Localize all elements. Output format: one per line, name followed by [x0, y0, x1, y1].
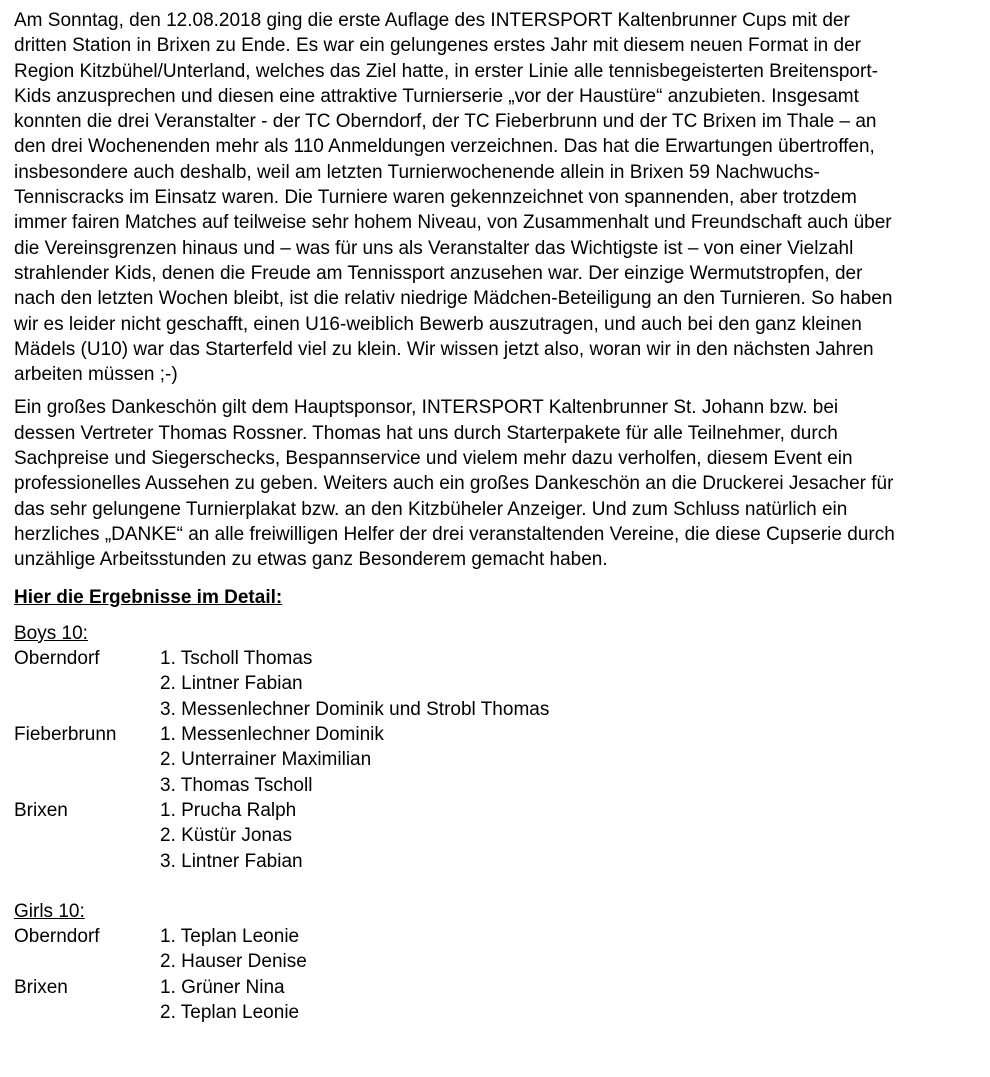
placement: 1. Prucha Ralph [160, 799, 297, 821]
placement: 1. Grüner Nina [160, 976, 285, 998]
club-name [14, 823, 160, 848]
club-name: Fieberbrunn [14, 724, 117, 746]
placement: 3. Lintner Fabian [160, 850, 303, 872]
placement: 2. Küstür Jonas [160, 825, 293, 847]
category-boys-10 [14, 621, 976, 874]
results-heading: Hier die Ergebnisse im Detail: [14, 586, 283, 608]
category-girls-10 [14, 899, 976, 1025]
club-name: Oberndorf [14, 648, 100, 670]
result-row [14, 975, 976, 1000]
category-title: Girls 10: [14, 900, 85, 922]
placement: 3. Messenlechner Dominik und Strobl Thomas [160, 698, 550, 720]
club-name [14, 773, 160, 798]
result-row [14, 949, 976, 974]
placement: 3. Thomas Tscholl [160, 774, 313, 796]
result-row [14, 646, 976, 671]
result-row [14, 849, 976, 874]
club-name: Brixen [14, 976, 68, 998]
placement: 2. Hauser Denise [160, 951, 307, 973]
club-name [14, 849, 160, 874]
club-name: Oberndorf [14, 926, 100, 948]
club-name [14, 697, 160, 722]
placement: 1. Tscholl Thomas [160, 648, 313, 670]
placement: 1. Teplan Leonie [160, 926, 300, 948]
category-title: Boys 10: [14, 622, 88, 644]
result-row [14, 823, 976, 848]
thanks-paragraph: Ein großes Dankeschön gilt dem Hauptsponsor, INTERSPORT Kaltenbrunner St. Johann bzw. bei dessen Vertreter Thomas Rossner. Thomas hat uns durch Starterpakete für alle Teilnehmer, durch Sachpreise und Siegerschecks, Bespannservice und vielem mehr dazu verholfen, diesem Event ein professionelles Aussehen zu geben. Weiters auch ein großes Dankeschön an die Druckerei Jesacher für das sehr gelungene Turnierplakat bzw. an den Kitzbüheler Anzeiger. Und zum Schluss natürlich ein herzliches „DANKE“ an alle freiwilligen Helfer der drei veranstaltenden Vereine, die diese Cupserie durch unzählige Arbeitsstunden zu etwas ganz Besonderem gemacht haben. [14, 397, 895, 571]
placement: 2. Unterrainer Maximilian [160, 749, 372, 771]
club-name [14, 747, 160, 772]
result-row [14, 671, 976, 696]
placement: 2. Teplan Leonie [160, 1001, 300, 1023]
placement: 2. Lintner Fabian [160, 673, 303, 695]
intro-paragraph: Am Sonntag, den 12.08.2018 ging die erste Auflage des INTERSPORT Kaltenbrunner Cups mit der dritten Station in Brixen zu Ende. Es war ein gelungenes erstes Jahr mit diesem neuen Format in der Region Kitzbühel/Unterland, welches das Ziel hatte, in erster Linie alle tennisbegeisterten Breitensport- Kids anzusprechen und diesen eine attraktive Turnierserie „vor der Haustüre“ anzubieten. Insgesamt konnten die drei Veranstalter - der TC Oberndorf, der TC Fieberbrunn und der TC Brixen im Thale – an den drei Wochenenden mehr als 110 Anmeldungen verzeichnen. Das hat die Erwartungen übertroffen, insbesondere auch deshalb, weil am letzten Turnierwochenende allein in Brixen 59 Nachwuchs- Tenniscracks im Einsatz waren. Die Turniere waren gekennzeichnet von spannenden, aber trotzdem immer fairen Matches auf teilweise sehr hohem Niveau, von Zusammenhalt und Freundschaft auch über die Vereinsgrenzen hinaus und – was für uns als Veranstalter das Wichtigste ist – von einer Vielzahl strahlender Kids, denen die Freude am Tennissport anzusehen war. Der einzige Wermutstropfen, der nach den letzten Wochen bleibt, ist die relativ niedrige Mädchen-Beteiligung an den Turnieren. So haben wir es leider nicht geschafft, einen U16-weiblich Bewerb auszutragen, und auch bei den ganz kleinen Mädels (U10) war das Starterfeld viel zu klein. Wir wissen jetzt also, woran wir in den nächsten Jahren arbeiten müssen ;-) [14, 10, 893, 386]
result-row [14, 697, 976, 722]
club-name: Brixen [14, 799, 68, 821]
placement: 1. Messenlechner Dominik [160, 724, 384, 746]
club-name [14, 949, 160, 974]
result-row [14, 1000, 976, 1025]
club-name [14, 671, 160, 696]
result-row [14, 924, 976, 949]
result-row [14, 798, 976, 823]
result-row [14, 722, 976, 747]
result-row [14, 747, 976, 772]
result-row [14, 773, 976, 798]
club-name [14, 1000, 160, 1025]
